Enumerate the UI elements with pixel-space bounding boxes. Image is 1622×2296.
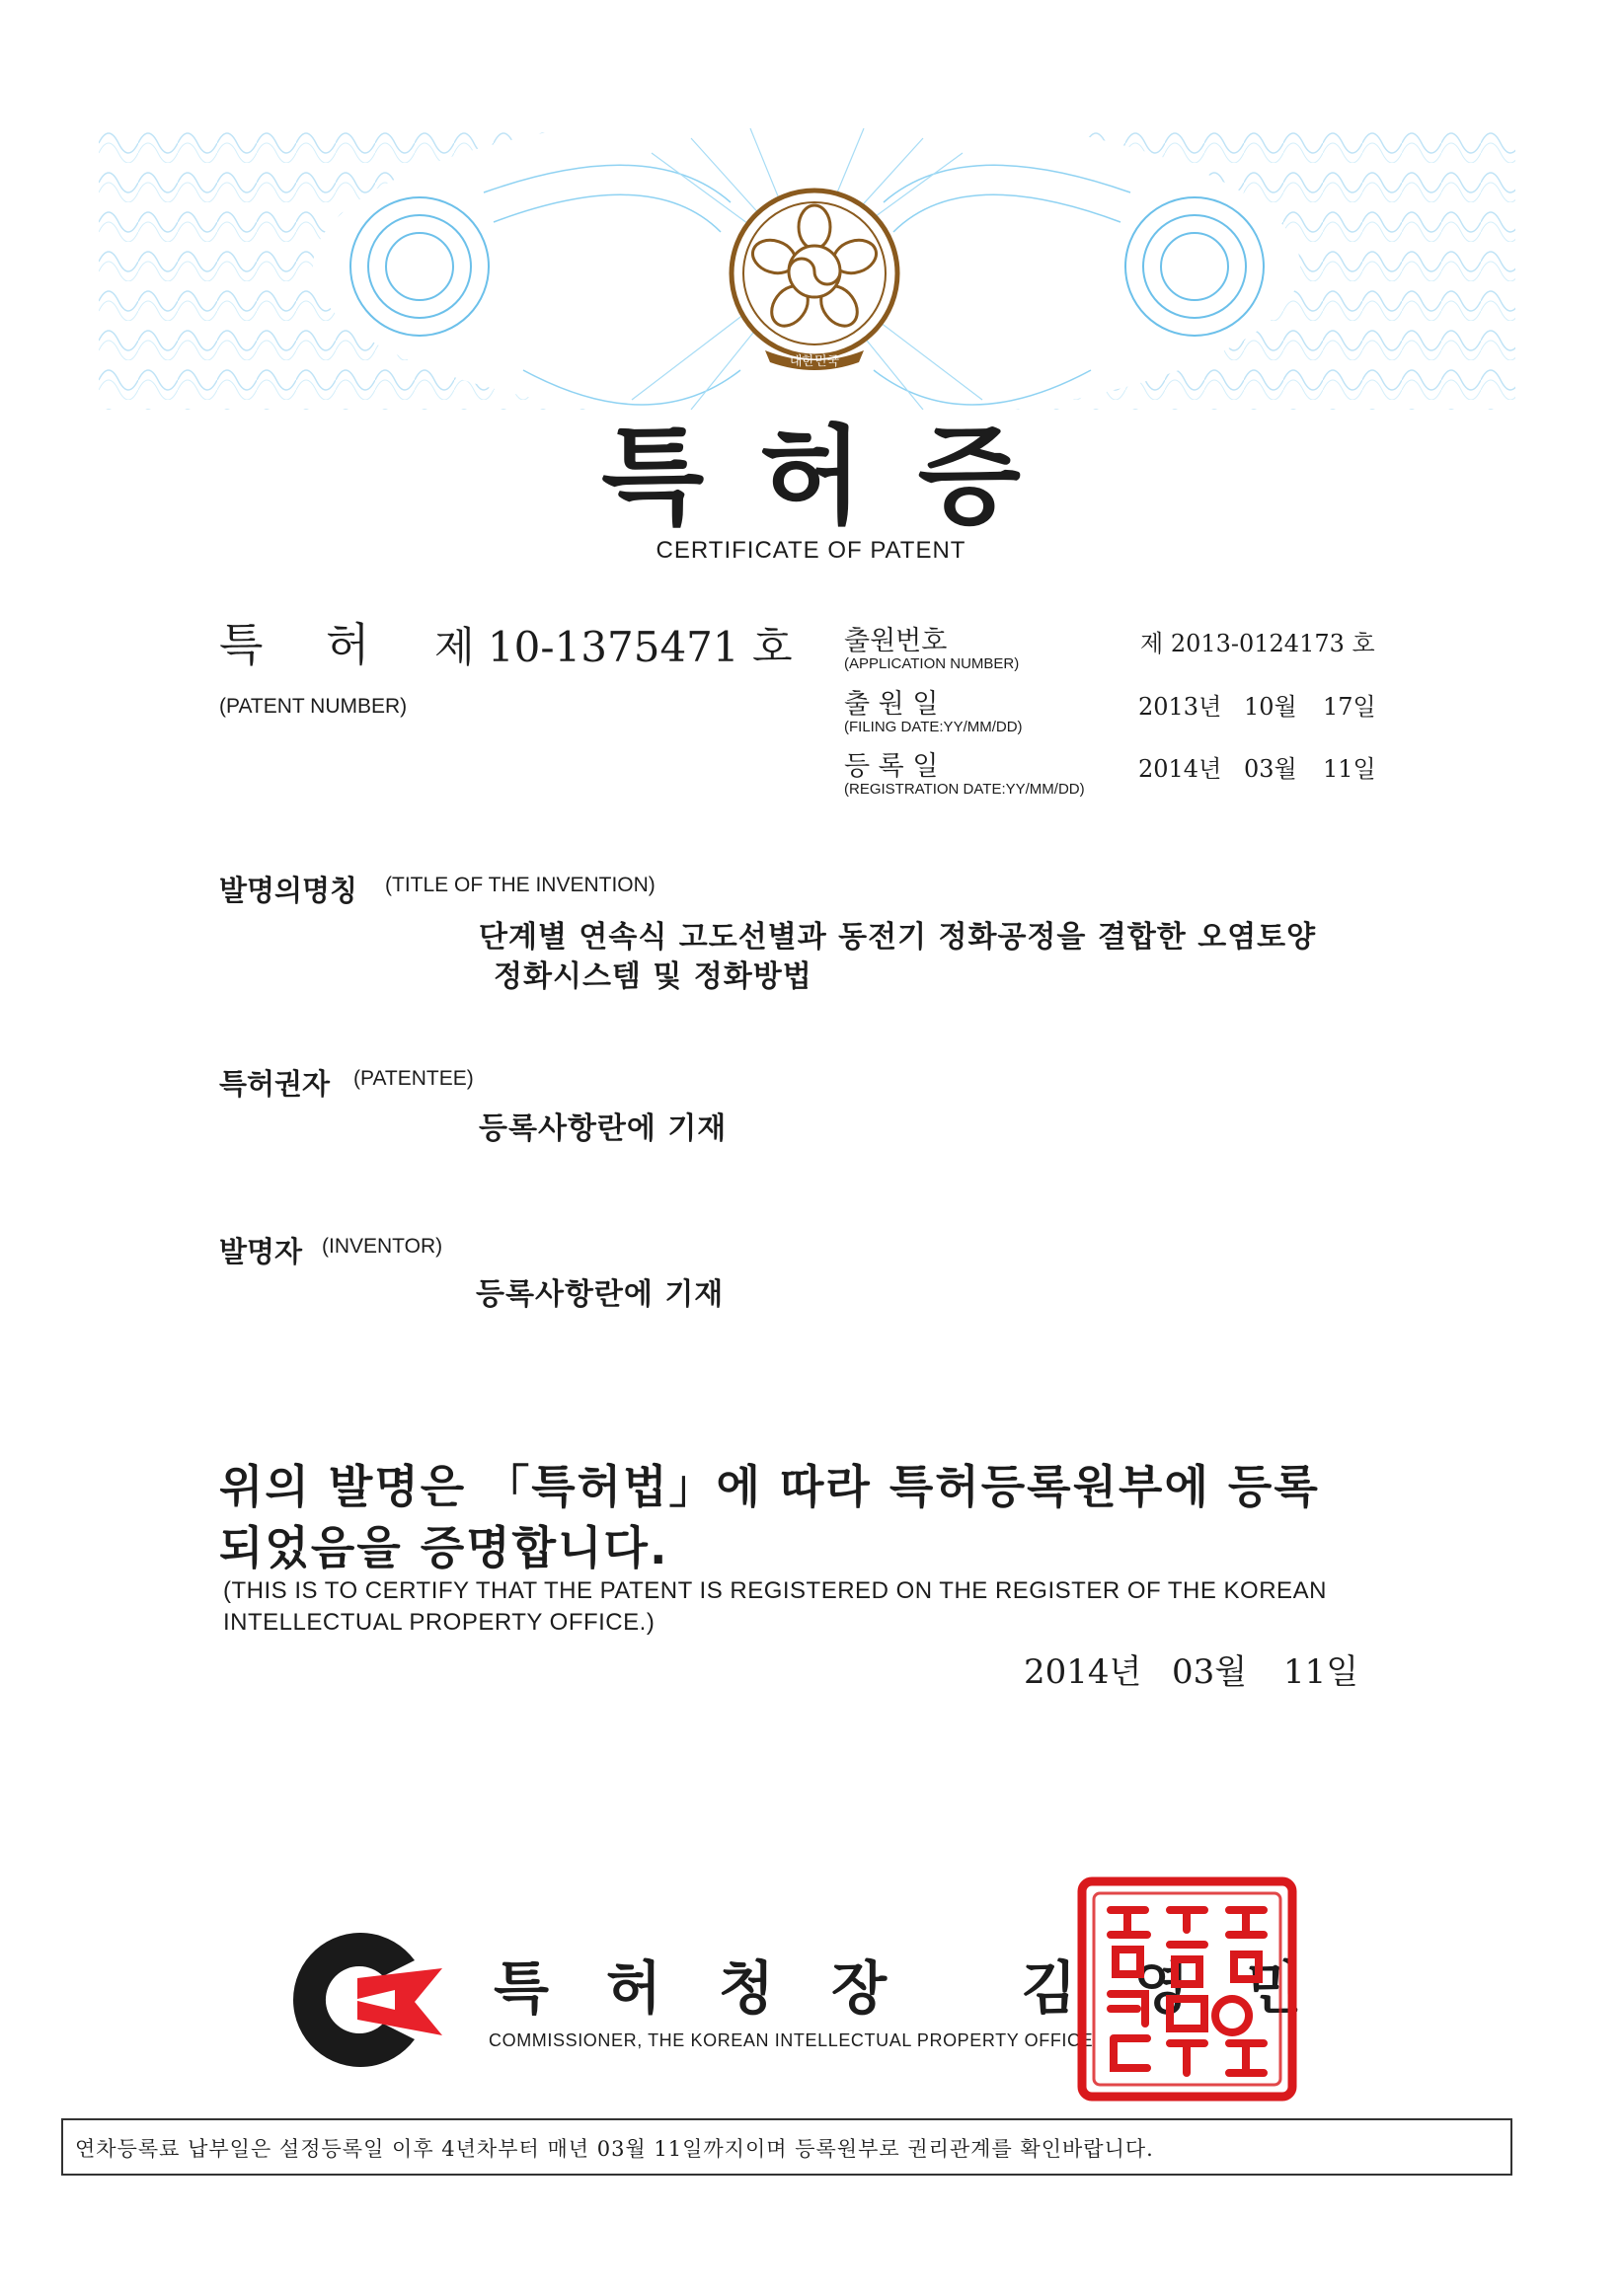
certification-en-line-2: INTELLECTUAL PROPERTY OFFICE.) — [223, 1609, 656, 1636]
official-seal-icon — [1076, 1875, 1298, 2103]
filing-date-label-ko: 출 원 일 — [844, 689, 939, 720]
registration-date-year: 2014년 — [1138, 755, 1222, 783]
registration-date-label-en: (REGISTRATION DATE:YY/MM/DD) — [844, 781, 1085, 798]
application-label-ko: 출원번호 — [844, 626, 948, 656]
invention-title-line-2: 정화시스템 및 정화방법 — [494, 959, 812, 994]
filing-date-label-en: (FILING DATE:YY/MM/DD) — [844, 719, 1023, 735]
certification-date-day: 11일 — [1283, 1652, 1359, 1692]
filing-date-day: 17일 — [1323, 693, 1376, 721]
patent-number-value: 제 10-1375471 호 — [434, 623, 793, 671]
commissioner-title-ko: 특허청장 김영민 — [494, 1954, 1359, 2022]
invention-title-label-ko: 발명의명칭 — [219, 874, 358, 907]
patentee-value: 등록사항란에 기재 — [479, 1111, 728, 1146]
certification-date-month: 03월 — [1172, 1652, 1248, 1692]
invention-title-label-en: (TITLE OF THE INVENTION) — [385, 874, 656, 896]
filing-date-month: 10월 — [1244, 693, 1297, 721]
certification-date-year: 2014년 — [1024, 1652, 1142, 1692]
patentee-label-ko: 특허권자 — [219, 1067, 331, 1101]
kipo-logo-icon — [267, 1921, 444, 2079]
application-number-value: 제 2013-0124173 호 — [1140, 630, 1375, 657]
inventor-label-en: (INVENTOR) — [322, 1235, 443, 1258]
commissioner-title-en: COMMISSIONER, THE KOREAN INTELLECTUAL PROPERTY OFFICE — [489, 2030, 1094, 2050]
patent-number-label-char-2: 허 — [326, 618, 370, 671]
page-title: 특허증 — [601, 416, 1076, 539]
registration-date-label-ko: 등 록 일 — [844, 751, 939, 782]
patentee-label-en: (PATENTEE) — [353, 1067, 474, 1090]
application-label-en: (APPLICATION NUMBER) — [844, 655, 1020, 672]
inventor-label-ko: 발명자 — [219, 1235, 303, 1268]
certification-en-line-1: (THIS IS TO CERTIFY THAT THE PATENT IS REGISTERED ON THE REGISTER OF THE KOREAN — [223, 1577, 1327, 1604]
invention-title-line-1: 단계별 연속식 고도선별과 동전기 정화공정을 결합한 오염토양 — [479, 920, 1317, 955]
patent-number-label-en: (PATENT NUMBER) — [219, 695, 408, 718]
footer-notice-text: 연차등록료 납부일은 설정등록일 이후 4년차부터 매년 03월 11일까지이며 등록원부로 권리관계를 확인바랍니다. — [75, 2137, 1154, 2161]
national-emblem-icon — [716, 183, 913, 380]
emblem-ribbon-text: 대한민국 — [789, 354, 840, 369]
registration-date-month: 03월 — [1244, 755, 1297, 783]
certification-ko-line-2: 되었음을 증명합니다. — [219, 1521, 669, 1574]
page-subtitle: CERTIFICATE OF PATENT — [656, 537, 966, 564]
certification-ko-line-1: 위의 발명은 「특허법」에 따라 특허등록원부에 등록 — [219, 1460, 1320, 1513]
inventor-value: 등록사항란에 기재 — [476, 1277, 725, 1312]
filing-date-year: 2013년 — [1138, 693, 1222, 721]
patent-number-label-char-1: 특 — [219, 618, 264, 671]
registration-date-day: 11일 — [1323, 755, 1376, 783]
